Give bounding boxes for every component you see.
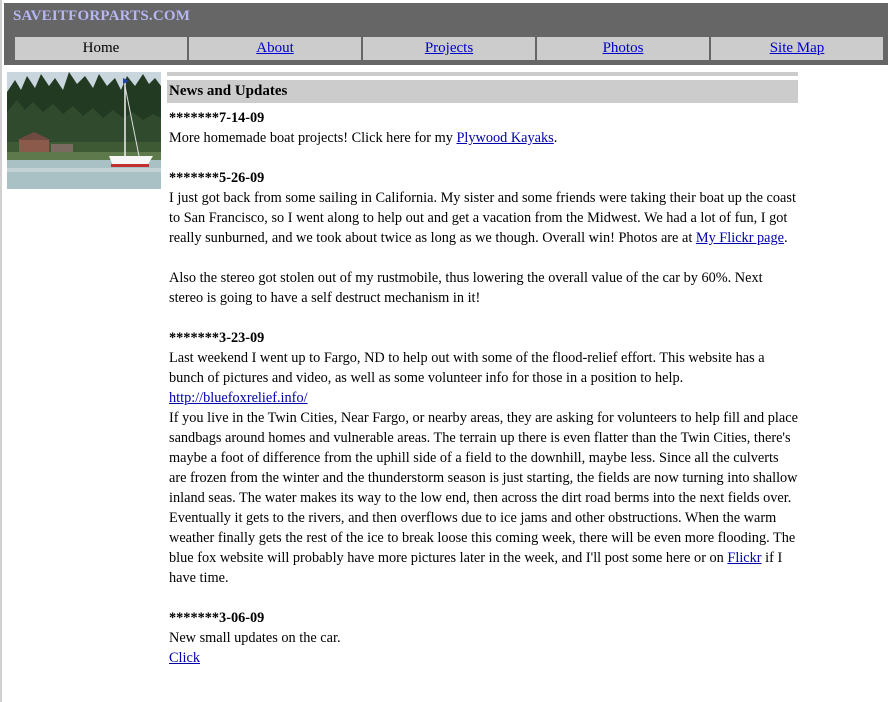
nav-item-sitemap-cell [711,37,883,60]
nav-item-about-cell [189,37,361,60]
entry-text: Last weekend I went up to Fargo, ND to help out with some of the flood-relief effort. This website has a bunch of pictures and video, as well as some volunteer info for those in a position to help. [169,350,765,386]
entry-date: *******3-23-09 [169,330,265,346]
spacer [169,248,798,268]
nav-menu [15,37,885,60]
entry-text [169,128,798,148]
entry-link-row [169,648,798,668]
sailboat-photo-image [7,72,161,189]
nav-link-photos[interactable]: Photos [602,40,644,56]
entry-text-part: More homemade boat projects! Click here for my [169,130,457,146]
masthead [4,3,888,31]
spacer [169,308,798,328]
click-link[interactable]: Click [169,650,200,666]
entry-text-part: . [784,230,788,246]
entry-date: *******7-14-09 [169,110,265,126]
news-heading: News and Updates [167,80,798,103]
entry-text: New small updates on the car. [169,630,341,646]
flickr-link[interactable]: Flickr [727,550,762,566]
spacer [169,148,798,168]
bluefoxrelief-link[interactable]: http://bluefoxrelief.info/ [169,390,308,406]
entry-text [169,188,798,248]
plywood-kayaks-link[interactable]: Plywood Kayaks [456,130,554,146]
spacer [169,588,798,608]
entry-text-part: if I have time. [169,550,783,586]
entry-text [169,408,798,588]
nav-item-home: Home [15,37,187,60]
nav-bar [4,31,888,65]
entry-text: Also the stereo got stolen out of my rustmobile, thus lowering the overall value of the car by 60%. Next stereo is going to have a self destruct mechanism in it! [169,270,763,306]
nav-item-projects-cell [363,37,535,60]
my-flickr-page-link[interactable]: My Flickr page [695,230,785,246]
entry-text-part: . [553,130,558,146]
nav-link-projects[interactable]: Projects [424,40,474,56]
entry-text-part: If you live in the Twin Cities, Near Fargo, or nearby areas, they are asking for volunteers to help fill and place sandbags around homes and vulnerable areas. The terrain up there is even flatter than the Twin Cities, there's maybe a foot of difference from the uphill side of a field to the downhill, maybe less. Since all the culverts are frozen from the winter and the thunderstorm season is just starting, the fields are now turning into shallow inland seas. The water makes its way to the low end, then across the dirt road berms into the next fields over. Eventually it gets to the rivers, and then overflows due to ice jams and other obstructions. When the warm weather finally gets the rest of the ice to break loose this coming week, there will be even more flooding. The blue fox website will probably have more pictures later in the week, and I'll post some here or on [169,410,798,566]
entry-date: *******5-26-09 [169,170,265,186]
entry-link-row [169,388,798,408]
entry-date: *******3-06-09 [169,610,265,626]
nav-link-site-map[interactable]: Site Map [769,40,825,56]
entry-text-part: I just got back from some sailing in California. My sister and some friends were taking their boat up the coast to San Francisco, so I went along to help out and get a vacation from the Midwest. We had a lot of fun, I got really sunburned, and we took about twice as long as we though. Overall win! Photos are at [169,190,796,246]
sailboat-photo [7,72,161,189]
nav-link-about[interactable]: About [256,40,294,56]
news-body [167,108,798,668]
left-border [0,0,2,702]
nav-item-photos-cell [537,37,709,60]
site-title: SAVEITFORPARTS.COM [13,8,191,24]
main-content [167,72,798,668]
content-top-rule [167,72,798,76]
